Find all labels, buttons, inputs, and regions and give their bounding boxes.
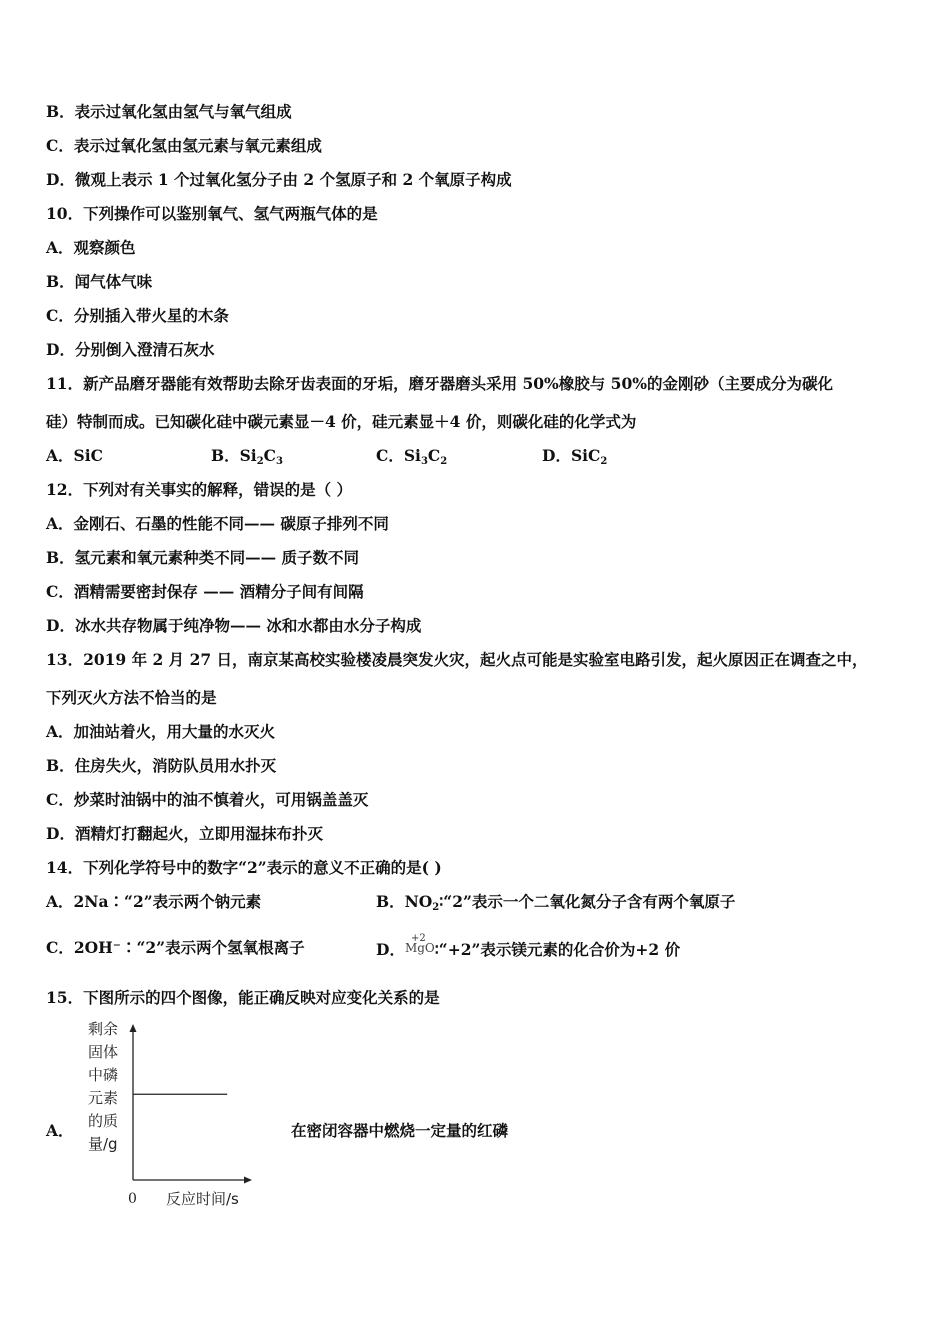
q14-option-c: C．2OH⁻∶“2”表示两个氢氧根离子 <box>46 938 305 957</box>
q11-option-b: B．$Si_2C_3$ <box>211 446 283 467</box>
y-label-line: 中磷 <box>88 1066 119 1084</box>
y-label-line: 剩余 <box>88 1020 119 1038</box>
q14-option-d-label: D． <box>376 940 405 959</box>
q12-option-b: B．氢元素和氧元素种类不同—— 质子数不同 <box>46 548 359 567</box>
q11-option-d-label: D． <box>542 446 571 465</box>
q15-stem: 15．下图所示的四个图像，能正确反映对应变化关系的是 <box>46 988 440 1007</box>
q10-option-a: A．观察颜色 <box>46 238 136 257</box>
q14-option-d-formula: +2 MgO <box>405 941 435 955</box>
q10-stem: 10．下列操作可以鉴别氧气、氢气两瓶气体的是 <box>46 204 378 223</box>
q10-option-b: B．闻气体气味 <box>46 272 153 291</box>
q13-option-b: B．住房失火，消防队员用水扑灭 <box>46 756 277 775</box>
origin-label: 0 <box>128 1191 137 1207</box>
q11-option-a-formula: SiC <box>73 446 103 465</box>
q12-option-a: A．金刚石、石墨的性能不同—— 碳原子排列不同 <box>46 514 389 533</box>
q13-stem-line2: 下列灭火方法不恰当的是 <box>46 688 217 707</box>
q10-option-c: C．分别插入带火星的木条 <box>46 306 229 325</box>
q11-stem-line1: 11．新产品磨牙器能有效帮助去除牙齿表面的牙垢，磨牙器磨头采用 50%橡胶与 50%的金刚砂（主要成分为碳化 <box>46 374 833 393</box>
x-axis-arrow <box>244 1177 252 1184</box>
q13-option-c: C．炒菜时油锅中的油不慎着火，可用锅盖盖灭 <box>46 790 369 809</box>
q11-option-b-label: B． <box>211 446 240 465</box>
q15-option-a-description: 在密闭容器中燃烧一定量的红磷 <box>291 1121 509 1140</box>
q12-stem: 12．下列对有关事实的解释，错误的是（ ） <box>46 480 352 499</box>
valence-mark: +2 <box>410 933 426 944</box>
q14-option-d: D． +2 MgO∶“+2”表示镁元素的化合价为+2 价 <box>376 938 680 960</box>
q13-stem-line1: 13．2019 年 2 月 27 日，南京某高校实验楼凌晨突发火灾，起火点可能是实验室电路引发，起火原因正在调查之中， <box>46 650 868 669</box>
q13-option-a: A．加油站着火，用大量的水灭火 <box>46 722 276 741</box>
q15-option-a-label: A． <box>46 1121 74 1140</box>
q11-option-d: D．SiC$_2$ <box>542 446 608 467</box>
q14-option-b: B．$NO_2∶“2$”表示一个二氧化氮分子含有两个氧原子 <box>376 892 736 913</box>
y-label-line: 固体 <box>88 1043 119 1061</box>
q9-option-b: B．表示过氧化氢由氢气与氧气组成 <box>46 102 292 121</box>
q9-option-c: C．表示过氧化氢由氢元素与氧元素组成 <box>46 136 322 155</box>
q12-option-d: D．冰水共存物属于纯净物—— 冰和水都由水分子构成 <box>46 616 422 635</box>
q9-option-d: D．微观上表示 1 个过氧化氢分子由 2 个氢原子和 2 个氧原子构成 <box>46 170 512 189</box>
q15-chart <box>80 1018 280 1218</box>
y-label-line: 的质 <box>88 1112 119 1130</box>
x-axis-label: 反应时间/s <box>166 1190 239 1208</box>
q14-stem: 14．下列化学符号中的数字“2”表示的意义不正确的是( ) <box>46 858 442 877</box>
y-label-line: 元素 <box>88 1089 119 1107</box>
q10-option-d: D．分别倒入澄清石灰水 <box>46 340 215 359</box>
y-label-line: 量/g <box>88 1135 118 1153</box>
q11-option-a <box>46 446 103 466</box>
q11-option-c: C．$Si_3C_2$ <box>376 446 448 467</box>
y-axis-arrow <box>130 1024 137 1032</box>
q11-option-c-label: C． <box>376 446 404 465</box>
q14-option-a: A．2Na∶“2”表示两个钠元素 <box>46 892 262 911</box>
q12-option-c: C．酒精需要密封保存 —— 酒精分子间有间隔 <box>46 582 364 601</box>
q11-option-a-label: A． <box>46 446 74 465</box>
q11-stem-line2: 硅）特制而成。已知碳化硅中碳元素显－4 价，硅元素显＋4 价，则碳化硅的化学式为 <box>46 412 637 431</box>
q13-option-d: D．酒精灯打翻起火，立即用湿抹布扑灭 <box>46 824 323 843</box>
